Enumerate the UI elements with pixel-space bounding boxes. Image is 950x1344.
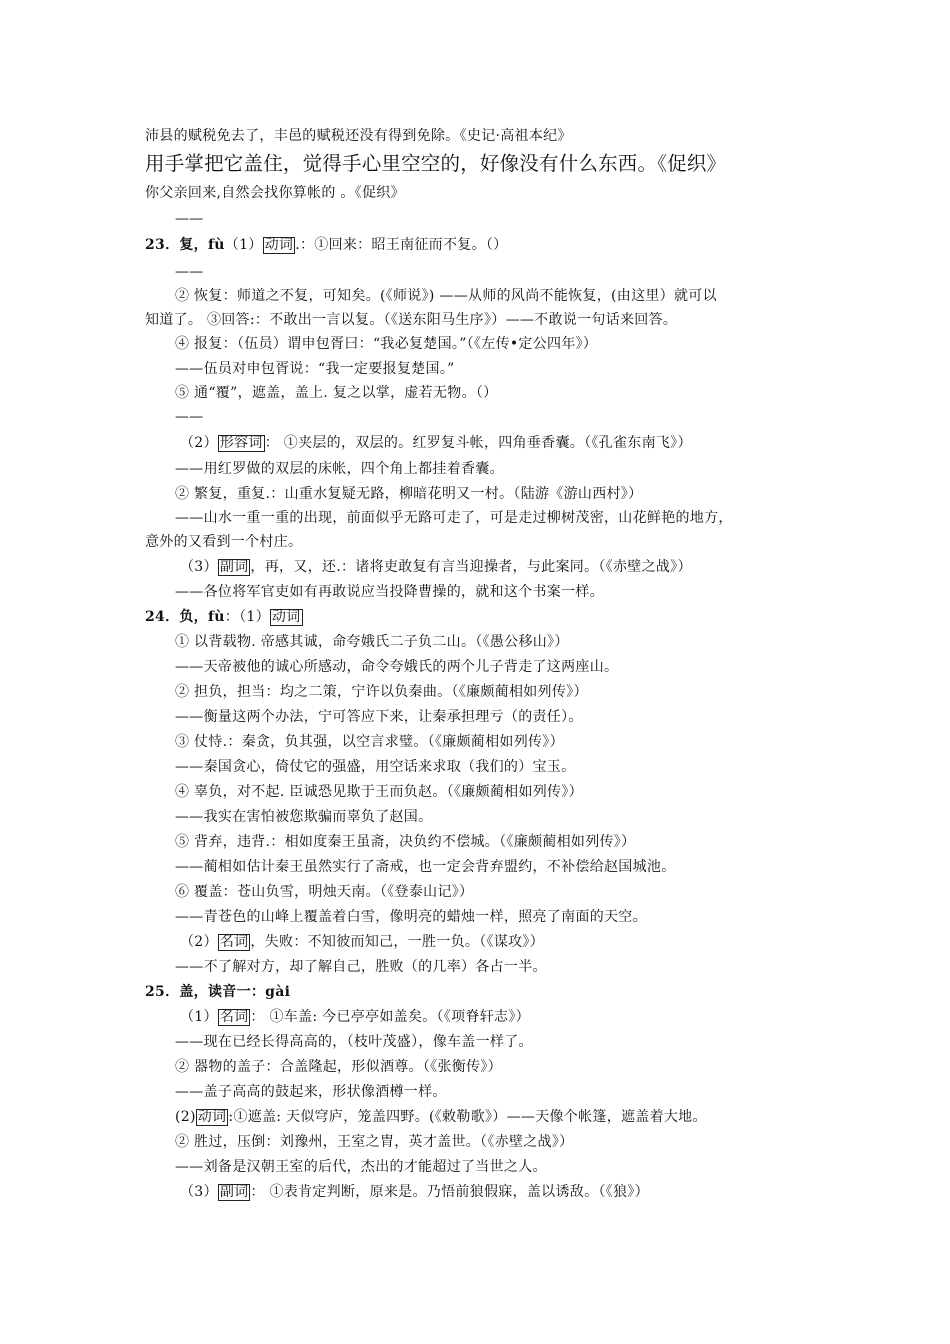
pos-tag-box: 动词 <box>271 609 301 625</box>
text-line: ② 繁复，重复.：山重水复疑无路，柳暗花明又一村。（陆游《游山西村》） <box>175 486 643 502</box>
pos-tag-box: 名词 <box>219 1009 249 1025</box>
text-line: ——天帝被他的诚心所感动，命令夸娥氏的两个儿子背走了这两座山。 <box>175 659 619 675</box>
text-line: ② 恢复：师道之不复，可知矣。(《师说》) ——从师的风尚不能恢复，(由这里）就可以 <box>175 288 717 304</box>
text-line: ① 以背载物. 帝感其诚，命夸娥氏二子负二山。（《愚公移山》） <box>175 634 569 650</box>
text-line: 意外的又看到一个村庄。 <box>145 534 303 550</box>
sense-number: ：（1） <box>224 609 270 625</box>
pos-tag-box: 形容词 <box>219 435 263 451</box>
dash-line: —— <box>175 264 204 280</box>
text-line: ② 胜过，压倒：刘豫州，王室之胄，英才盖世。（《赤壁之战》） <box>175 1134 574 1150</box>
dash-line: —— <box>175 409 204 425</box>
sense-number: （1） <box>180 1009 218 1025</box>
text-line: 你父亲回来,自然会找你算帐的 。《促织》 <box>145 185 405 201</box>
text-line: ④ 辜负，对不起. 臣诚恐见欺于王而负赵。（《廉颇蔺相如列传》） <box>175 784 583 800</box>
text-line: ——我实在害怕被您欺骗而辜负了赵国。 <box>175 809 433 825</box>
text-line: ——刘备是汉朝王室的后代，杰出的才能超过了当世之人。 <box>175 1159 547 1175</box>
text-line: ——不了解对方，却了解自己，胜败（的几率）各占一半。 <box>175 959 547 975</box>
entry-24-noun-line <box>180 933 544 951</box>
sense-number: （2） <box>180 934 218 950</box>
text-line: ——盖子高高的鼓起来，形状像酒樽一样。 <box>175 1084 447 1100</box>
text-line: ⑤ 通“覆”，遮盖，盖上. 复之以掌，虚若无物。（） <box>175 385 498 401</box>
sense-text: ： ①表肯定判断，原来是。乃悟前狼假寐，盖以诱敌。（《狼》） <box>250 1184 649 1200</box>
sense-number: （3） <box>180 1184 218 1200</box>
text-line: ——现在已经长得高高的，（枝叶茂盛），像车盖一样了。 <box>175 1034 533 1050</box>
entry-25-heading <box>145 983 290 1001</box>
text-line: ——山水一重一重的出现，前面似乎无路可走了，可是走过柳树茂密，山花鲜艳的地方， <box>175 510 733 526</box>
text-line: ② 担负，担当：均之二策，宁许以负秦曲。（《廉颇蔺相如列传》） <box>175 684 588 700</box>
sense-text: :①遮盖: 天似穹庐，笼盖四野。(《敕勒歌》）——天像个帐篷，遮盖着大地。 <box>228 1109 707 1125</box>
pos-tag-box: 副词 <box>219 1184 249 1200</box>
entry-23-adv-line <box>180 558 692 576</box>
pos-tag-box: 动词 <box>197 1109 227 1125</box>
sense-text: ，失败：不知彼而知己，一胜一负。（《谋攻》） <box>250 934 545 950</box>
dash-line: —— <box>175 211 204 227</box>
sense-text: ： ①车盖: 今已亭亭如盖矣。（《项脊轩志》） <box>250 1009 530 1025</box>
text-line: ④ 报复：（伍员）谓申包胥曰：“我必复楚国。”（《左传•定公四年》） <box>175 336 598 352</box>
text-line: ⑤ 背弃，违背.：相如度秦王虽斋，决负约不偿城。（《廉颇蔺相如列传》） <box>175 834 636 850</box>
sense-number: （1） <box>224 237 263 253</box>
pos-tag-box: 动词 <box>264 237 294 253</box>
sense-text: ，再，又，还.：诸将吏敢复有言当迎操者，与此案同。（《赤壁之战》） <box>250 559 692 575</box>
text-line: ——秦国贪心，倚仗它的强盛，用空话来求取（我们的）宝玉。 <box>175 759 576 775</box>
entry-23-adj-line <box>180 434 692 452</box>
text-line: ——伍员对申包胥说：“我一定要报复楚国。” <box>175 361 455 377</box>
sense-number: （3） <box>180 559 218 575</box>
text-line: ——衡量这两个办法，宁可答应下来，让秦承担理亏（的责任）。 <box>175 709 583 725</box>
text-line: ——各位将军官吏如有再敢说应当投降曹操的，就和这个书案一样。 <box>175 584 604 600</box>
pos-tag-box: 名词 <box>219 934 249 950</box>
entry-headword: 25．盖，读音一：gài <box>145 984 291 1000</box>
text-line: ——蔺相如估计秦王虽然实行了斋戒，也一定会背弃盟约，不补偿给赵国城池。 <box>175 859 676 875</box>
text-line: ——用红罗做的双层的床帐，四个角上都挂着香囊。 <box>175 461 504 477</box>
entry-23-heading <box>145 236 507 254</box>
text-line: 知道了。 ③回答:：不敢出一言以复。（《送东阳马生序》）——不敢说一句话来回答。 <box>145 312 678 328</box>
entry-25-adv-line <box>180 1183 649 1201</box>
sense-number: (2) <box>175 1109 196 1125</box>
entry-25-verb-line <box>175 1108 707 1126</box>
text-line: ——青苍色的山峰上覆盖着白雪，像明亮的蜡烛一样，照亮了南面的天空。 <box>175 909 647 925</box>
entry-25-noun-line <box>180 1008 530 1026</box>
pos-tag-box: 副词 <box>219 559 249 575</box>
sense-text: .：①回来：昭王南征而不复。（） <box>295 237 508 253</box>
entry-24-heading <box>145 608 303 626</box>
sense-text: ： ①夹层的，双层的。红罗复斗帐，四角垂香囊。（《孔雀东南飞》） <box>264 435 692 451</box>
entry-headword: 24．负，fù <box>145 609 225 625</box>
text-line: 沛县的赋税免去了，丰邑的赋税还没有得到免除。《史记·高祖本纪》 <box>145 128 572 144</box>
sense-number: （2） <box>180 435 218 451</box>
text-line-large: 用手掌把它盖住，觉得手心里空空的，好像没有什么东西。《促织》 <box>145 152 727 175</box>
text-line: ③ 仗恃.：秦贪，负其强，以空言求璧。（《廉颇蔺相如列传》） <box>175 734 564 750</box>
entry-headword: 23．复，fù <box>145 237 225 253</box>
text-line: ⑥ 覆盖：苍山负雪，明烛天南。（《登泰山记》） <box>175 884 474 900</box>
text-line: ② 器物的盖子：合盖隆起，形似酒尊。（《张衡传》） <box>175 1059 502 1075</box>
